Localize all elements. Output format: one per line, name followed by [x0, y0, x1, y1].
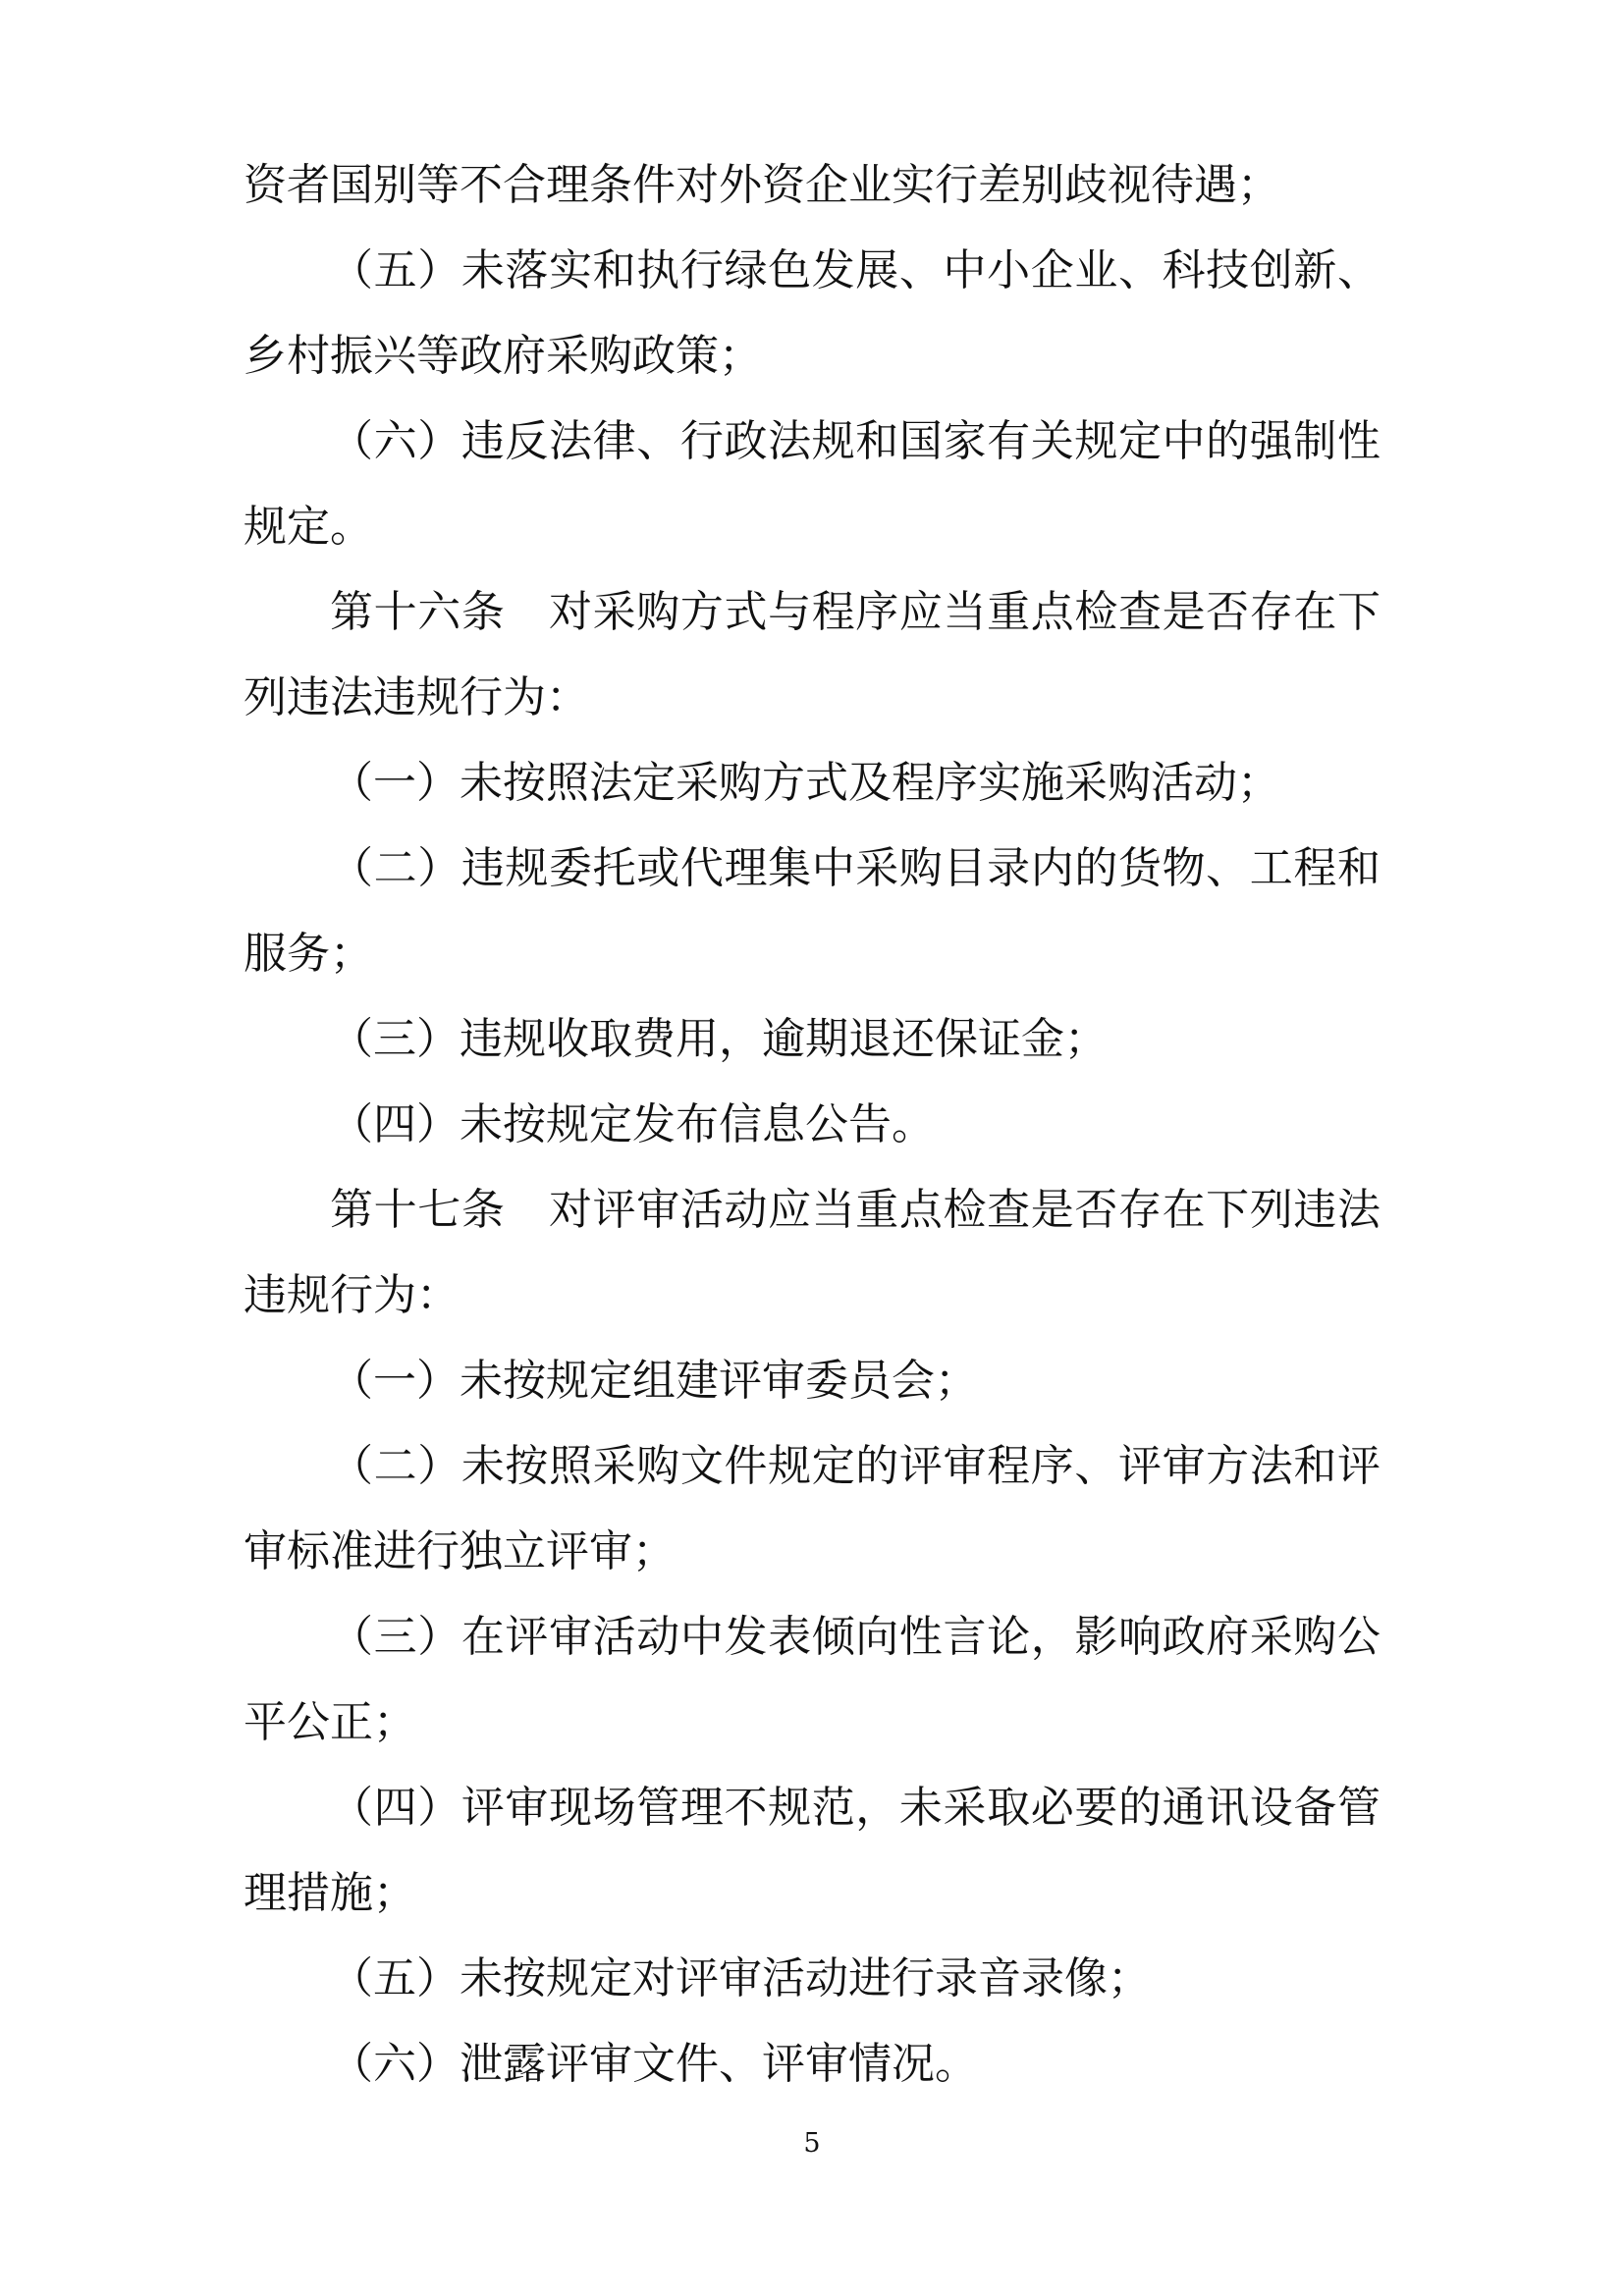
paragraph: （三）在评审活动中发表倾向性言论，影响政府采购公平公正；	[244, 1612, 1380, 1747]
paragraph: （五）未按规定对评审活动进行录音录像；	[330, 1953, 1151, 2003]
paragraph: （一）未按照法定采购方式及程序实施采购活动；	[330, 758, 1280, 808]
paragraph: （四）评审现场管理不规范，未采取必要的通讯设备管理措施；	[244, 1783, 1380, 1918]
paragraph: （二）违规委托或代理集中采购目录内的货物、工程和服务；	[244, 843, 1380, 979]
paragraph: （六）泄露评审文件、评审情况。	[330, 2039, 978, 2089]
paragraph: 资者国别等不合理条件对外资企业实行差别歧视待遇；	[244, 160, 1280, 210]
page-number: 5	[803, 2128, 821, 2159]
paragraph: （三）违规收取费用，逾期退还保证金；	[330, 1014, 1108, 1064]
paragraph: （五）未落实和执行绿色发展、中小企业、科技创新、乡村振兴等政府采购政策；	[244, 245, 1380, 381]
paragraph: （六）违反法律、行政法规和国家有关规定中的强制性规定。	[244, 416, 1380, 552]
document-body	[244, 0, 1380, 2107]
paragraph: 第十六条 对采购方式与程序应当重点检查是否存在下列违法违规行为：	[244, 587, 1380, 722]
paragraph: （二）未按照采购文件规定的评审程序、评审方法和评审标准进行独立评审；	[244, 1441, 1380, 1576]
paragraph: （一）未按规定组建评审委员会；	[330, 1356, 978, 1406]
paragraph: （四）未按规定发布信息公告。	[330, 1099, 935, 1149]
page-footer	[244, 2124, 1380, 2163]
paragraph: 第十七条 对评审活动应当重点检查是否存在下列违法违规行为：	[244, 1185, 1380, 1320]
